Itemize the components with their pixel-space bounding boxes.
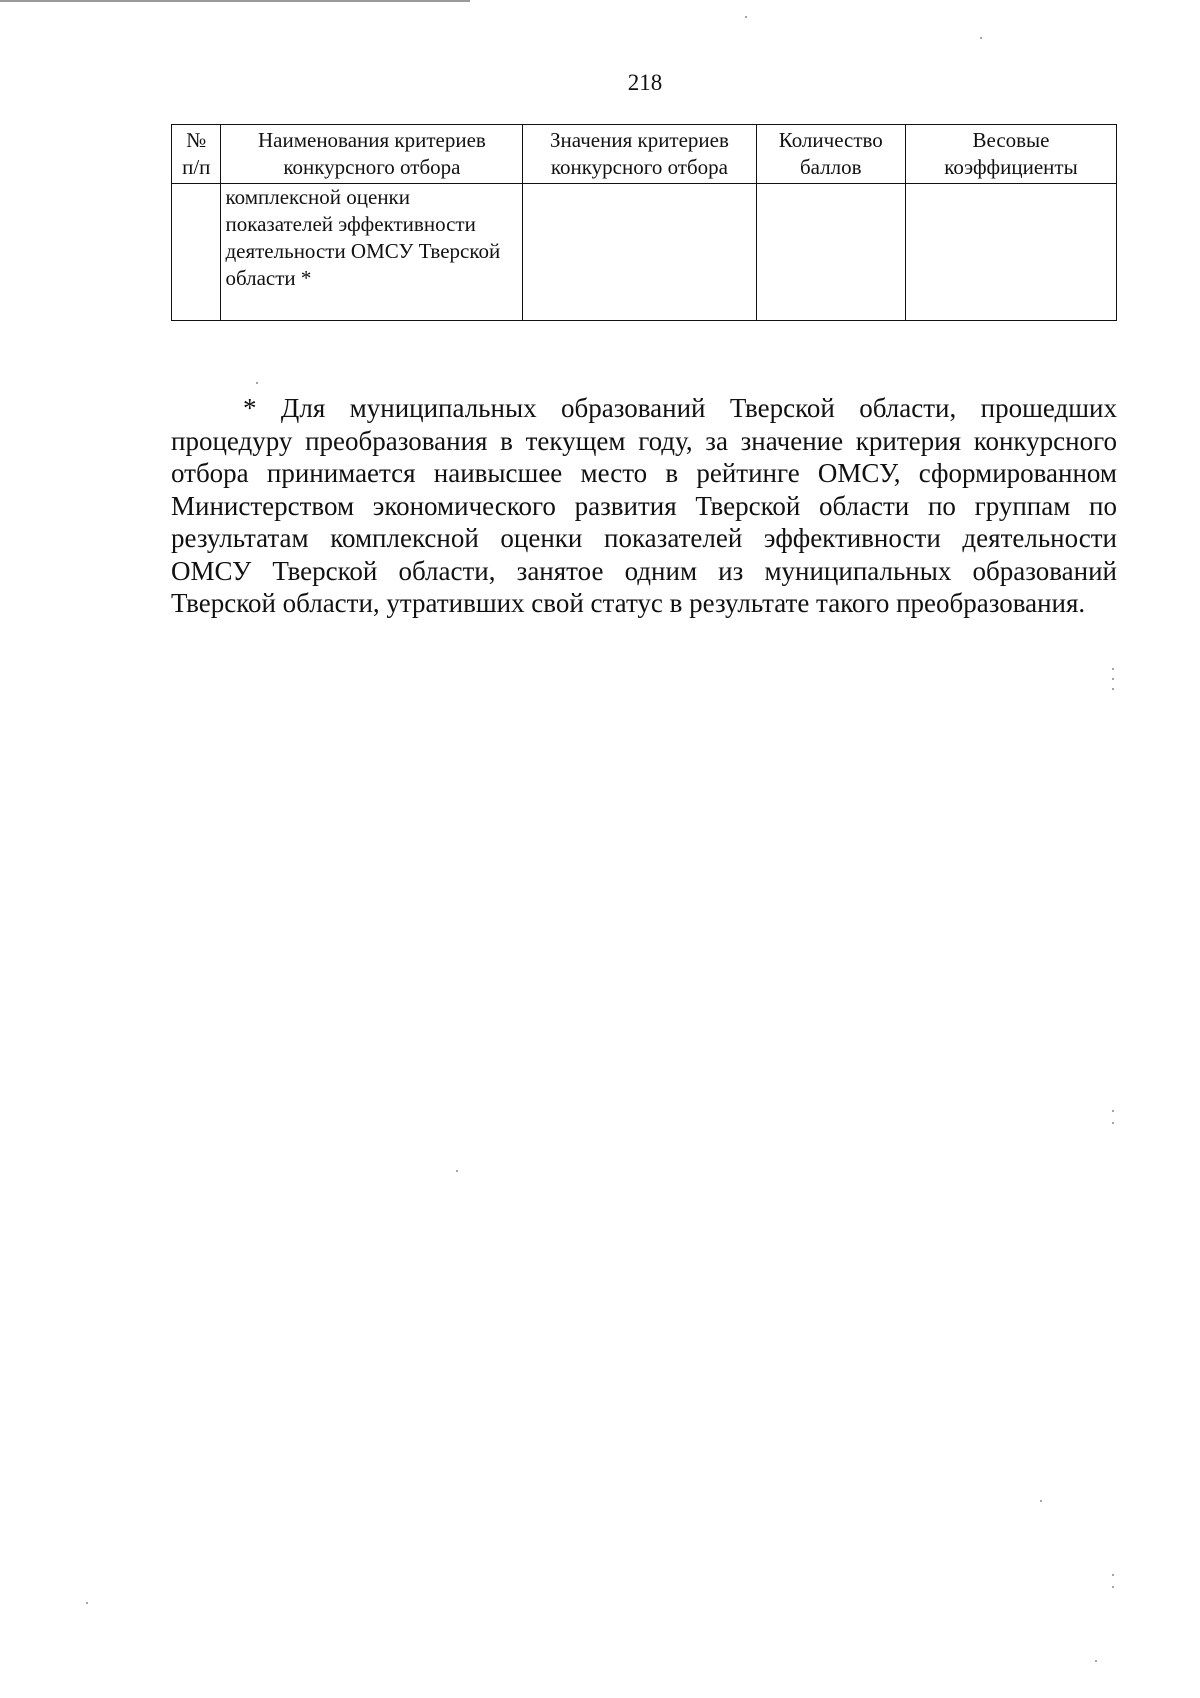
header-points: Количество баллов bbox=[756, 125, 905, 184]
scan-speck bbox=[1095, 1660, 1097, 1662]
cell-weight bbox=[905, 184, 1116, 321]
criteria-table bbox=[171, 124, 1117, 321]
cell-number bbox=[172, 184, 221, 321]
scan-speck bbox=[256, 382, 258, 384]
header-criteria-names: Наименования критериев конкурсного отбора bbox=[221, 125, 523, 184]
scan-speck bbox=[1112, 678, 1114, 680]
scan-speck bbox=[456, 1170, 458, 1172]
scan-speck bbox=[86, 1602, 88, 1604]
scan-speck bbox=[1040, 1500, 1042, 1502]
scan-speck bbox=[1112, 1122, 1114, 1124]
scan-speck bbox=[1112, 688, 1114, 690]
scan-speck bbox=[1112, 1586, 1114, 1588]
footnote-text: * Для муниципальных образований Тверской области, прошедших процедуру преобразования в текущем году, за значение критерия конкурсного отбора принимается наивысшее место в рейтинге ОМСУ, сформированном Министерством экономического развития Тверской области по группам по результатам комплексной оценки показателей эффективности деятельности ОМСУ Тверской области, занятое одним из муниципальных образований Тверской области, утративших свой статус в результате такого преобразования. bbox=[171, 393, 1117, 618]
table-header-row bbox=[172, 125, 1117, 184]
header-weights: Весовые коэффициенты bbox=[905, 125, 1116, 184]
scan-speck bbox=[1112, 1110, 1114, 1112]
scan-speck bbox=[1112, 1574, 1114, 1576]
header-number: № п/п bbox=[172, 125, 221, 184]
scan-speck bbox=[980, 37, 982, 39]
cell-criteria-name: комплексной оценки показателей эффективности деятельности ОМСУ Тверской области * bbox=[221, 184, 523, 321]
cell-criteria-value bbox=[523, 184, 756, 321]
header-criteria-values: Значения критериев конкурсного отбора bbox=[523, 125, 756, 184]
scan-speck bbox=[1112, 668, 1114, 670]
page-number: 218 bbox=[627, 70, 663, 95]
scan-speck bbox=[745, 16, 747, 18]
table-row bbox=[172, 184, 1117, 321]
cell-points bbox=[756, 184, 905, 321]
scan-top-edge bbox=[0, 0, 470, 2]
